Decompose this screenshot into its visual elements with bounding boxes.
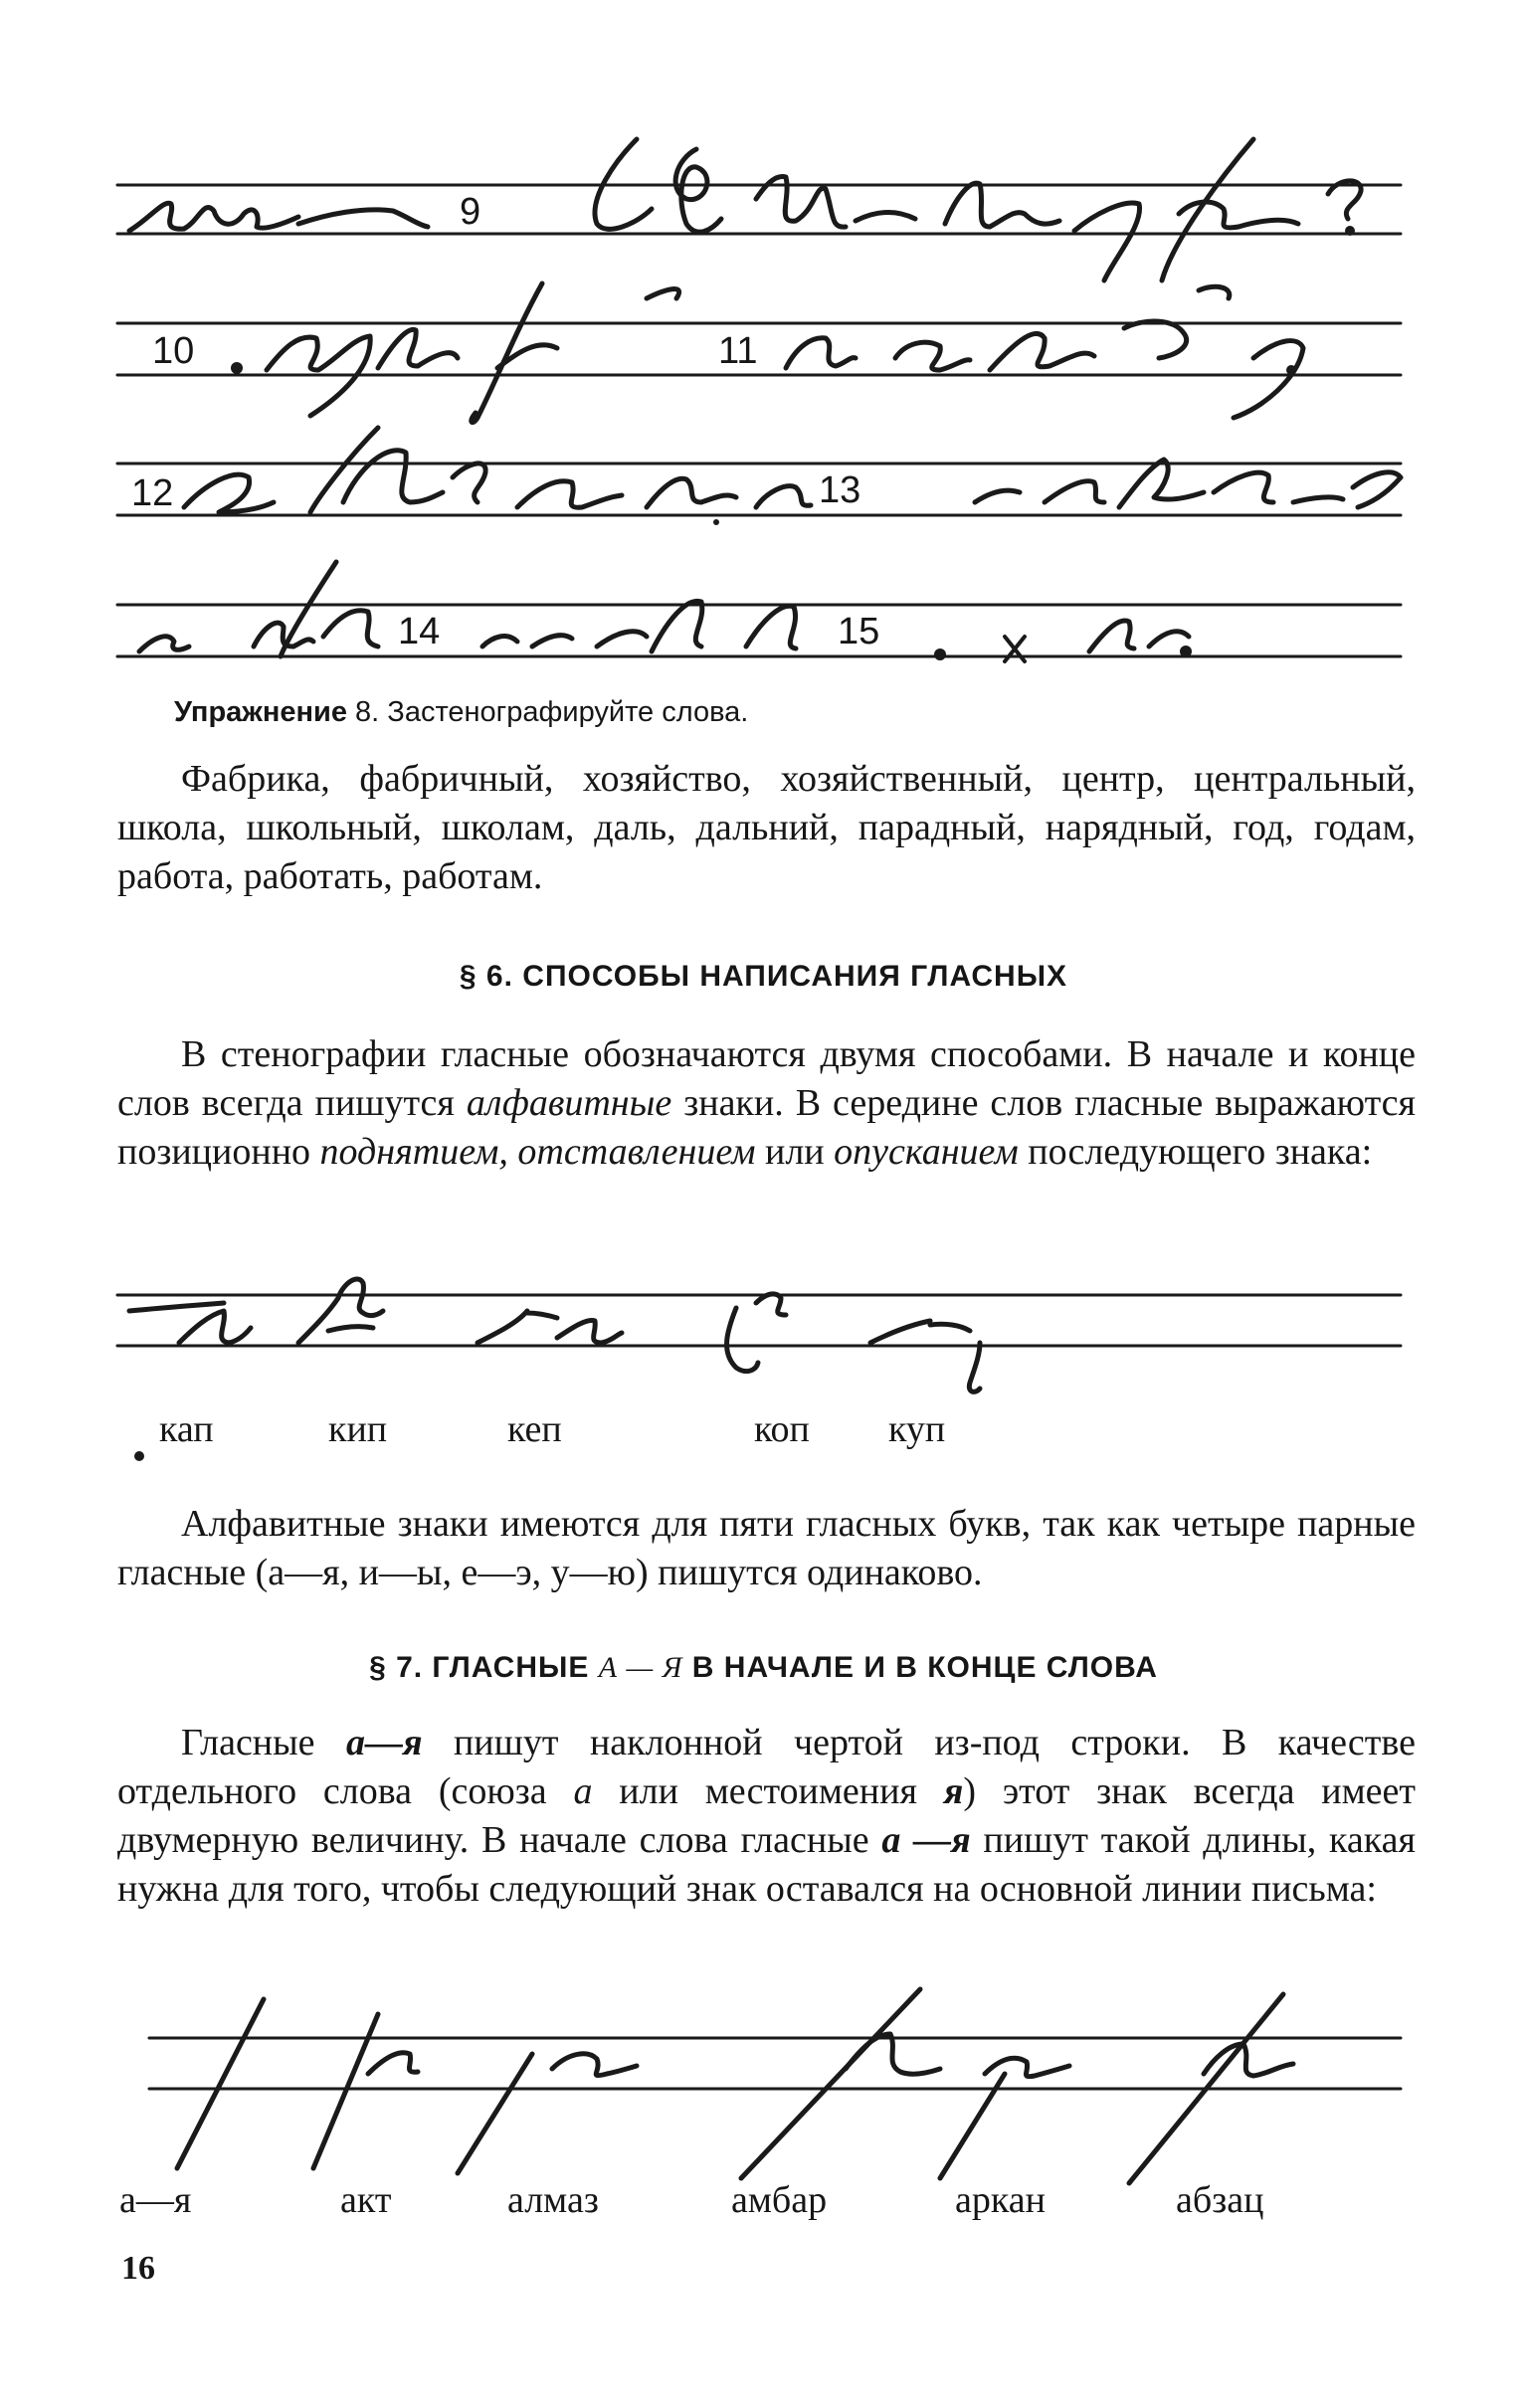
s7-p-text-a: Гласные [181,1722,346,1763]
example-word-almaz: алмаз [507,2179,599,2221]
a-ya-shorthand [0,1964,1527,2193]
s7-p-text-b: пишут наклонной чертой из-под строки. В качестве отдельного слова (союза [117,1722,1416,1812]
section-7-paragraph [117,1719,1416,1914]
example-word-kip: кип [328,1408,388,1450]
s6-p1-em-alphabetic: алфавитные [466,1082,672,1124]
exercise-8-words [117,755,1416,901]
s6-p2-text: Алфавитные знаки имеются для пяти гласных букв, так как четыре парные гласные (а—я, и—ы, е—э, у—ю) пишутся одинаково. [117,1503,1416,1593]
s7-p-em-a-ya: а—я [345,1722,423,1763]
s7-p-em-a-ya-2: а —я [881,1819,971,1861]
exercise-number-14: 14 [398,611,441,652]
print-speck [133,1450,145,1462]
example-word-a-ya: а—я [119,2179,192,2221]
exercise-number-10: 10 [152,330,195,372]
exercise-number-11: 11 [718,330,758,372]
s7-p-text-c: или местоимения [592,1770,944,1812]
shorthand-exercise-rows [0,0,1527,696]
s7-p-em-a: а [573,1770,593,1812]
s6-p1-em-lowering: опусканием [834,1131,1019,1173]
s6-p1-text-d: последующего знака: [1018,1131,1373,1173]
exercise-8-instruction: Застенографируйте слова. [387,696,749,728]
page-number: 16 [121,2250,155,2287]
exercise-8-number: 8. [355,696,380,728]
s6-p1-text-a: В стенографии гласные обозначаются двумя способами. В начале и конце слов всегда пишутся [117,1033,1416,1124]
exercise-number-9: 9 [460,191,481,233]
section-7-title [0,1651,1527,1685]
s7-title-a: § 7. ГЛАСНЫЕ [369,1651,599,1684]
example-word-arkan: аркан [955,2179,1046,2221]
exercise-8-word-list: Фабрика, фабричный, хозяйство, хозяйственный, центр, центральный, школа, школьный, школам, даль, дальний, парадный, нарядный, год, годам, работа, работать, работам. [117,758,1416,897]
example-word-kup: куп [888,1408,946,1450]
s7-title-b: В НАЧАЛЕ И В КОНЦЕ СЛОВА [682,1651,1158,1684]
s7-p-text-e: пишут такой длины, какая нужна для того, чтобы следующий знак оставался на основной линии письма: [117,1819,1417,1910]
example-word-kop: коп [754,1408,810,1450]
s7-p-em-ya: я [943,1770,964,1812]
example-word-kep: кеп [507,1408,562,1450]
s6-p1-em-raising: поднятием, отставлением [319,1131,756,1173]
section-6-paragraph-2 [117,1500,1416,1597]
example-word-kap: кап [159,1408,214,1450]
vowel-position-shorthand [0,1243,1527,1402]
example-word-abzats: абзац [1176,2179,1264,2221]
exercise-number-12: 12 [131,472,174,514]
exercise-number-15: 15 [838,611,880,652]
example-word-akt: акт [340,2179,392,2221]
section-6-paragraph-1 [117,1030,1416,1177]
s6-p1-text-b: знаки. В середине слов гласные выражаются позиционно [117,1082,1416,1173]
exercise-number-13: 13 [819,469,861,511]
s6-p1-text-c: или [755,1131,835,1173]
exercise-8-caption [174,696,748,729]
example-word-ambar: амбар [731,2179,828,2221]
section-6-title: § 6. СПОСОБЫ НАПИСАНИЯ ГЛАСНЫХ [459,960,1068,993]
s7-title-em: А — Я [598,1651,683,1684]
s7-p-text-d: ) этот знак всегда имеет двумерную величину. В начале слова гласные [117,1770,1416,1861]
exercise-8-label: Упражнение [174,696,347,728]
